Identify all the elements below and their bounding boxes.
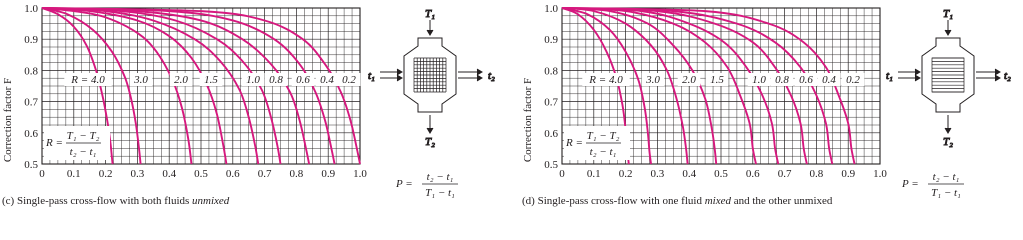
inlet-temp-top: T₁	[943, 8, 953, 20]
x-tick-label: 0.5	[714, 168, 728, 180]
panel-c	[2, 3, 495, 207]
r-label: R = 4.0	[71, 74, 105, 86]
r-label: 0.2	[846, 74, 860, 86]
p-formula-num: t₂ − t₁	[932, 171, 960, 183]
p-formula-den: T₁ − t₁	[425, 187, 455, 199]
y-tick-label: 0.7	[24, 96, 38, 109]
x-tick-label: 0.2	[98, 168, 113, 180]
outlet-temp-right: t₂	[1004, 70, 1011, 82]
exchanger-diagram-d	[886, 8, 1011, 148]
exchanger-diagram-c	[368, 8, 495, 148]
x-tick-label: 0	[559, 168, 565, 180]
x-tick-label: 0.4	[162, 168, 177, 180]
x-tick-label: 0.9	[321, 168, 336, 180]
panel-d	[522, 3, 1011, 207]
r-formula-c	[44, 126, 110, 160]
p-formula-d	[901, 171, 964, 199]
p-formula-den: T₁ − t₁	[931, 187, 961, 199]
r-label: 0.2	[342, 74, 356, 86]
y-tick-label: 0.5	[544, 159, 558, 171]
r-label: 0.8	[269, 74, 283, 86]
outlet-temp-bottom: T₂	[425, 136, 435, 148]
x-tick-label: 0.9	[841, 168, 856, 180]
y-tick-label: 0.9	[544, 34, 558, 47]
x-tick-label: 0.5	[194, 168, 208, 180]
y-tick-label: 0.6	[24, 127, 38, 140]
x-tick-label: 0.3	[650, 168, 665, 180]
r-formula-den: t₂ − t₁	[69, 146, 97, 158]
x-tick-label: 1.0	[873, 168, 887, 180]
y-axis-label: Correction factor F	[2, 77, 14, 163]
core-grid-c	[414, 58, 446, 92]
y-tick-label: 0.7	[544, 96, 558, 109]
p-formula-lhs: P =	[396, 178, 413, 190]
r-formula-den: t₂ − t₁	[589, 146, 617, 158]
x-tick-label: 0.1	[66, 168, 81, 180]
p-formula-num: t₂ − t₁	[426, 171, 454, 183]
r-formula-d	[564, 126, 630, 160]
x-tick-label: 0.6	[225, 168, 240, 180]
x-tick-label: 0.6	[745, 168, 760, 180]
r-formula-num: T₁ − T₂	[66, 130, 100, 142]
r-label: 0.8	[775, 74, 789, 86]
y-tick-label: 0.8	[24, 65, 38, 78]
y-axis-label: Correction factor F	[522, 77, 534, 163]
outlet-temp-right: t₂	[488, 70, 495, 82]
inlet-temp-top: T₁	[425, 8, 435, 20]
x-tick-label: 0.7	[257, 168, 272, 180]
caption-d: (d) Single-pass cross-flow with one fluid mixed and the other unmixed	[522, 195, 833, 207]
r-label: 2.0	[174, 74, 188, 86]
x-tick-label: 0.2	[618, 168, 633, 180]
y-tick-label: 0.8	[544, 65, 558, 78]
r-label: 0.6	[799, 74, 813, 86]
x-tick-label: 1.0	[353, 168, 367, 180]
inlet-temp-left: t₁	[368, 70, 375, 82]
p-formula-lhs: P =	[902, 178, 919, 190]
y-tick-label: 0.9	[24, 34, 38, 47]
x-tick-label: 0.4	[682, 168, 697, 180]
y-tick-label: 0.5	[24, 159, 38, 171]
r-label: 1.0	[246, 74, 260, 86]
x-tick-label: 0.1	[586, 168, 601, 180]
r-label: 3.0	[134, 74, 148, 86]
r-label: 1.0	[752, 74, 766, 86]
inlet-temp-left: t₁	[886, 70, 893, 82]
r-label: 3.0	[646, 74, 660, 86]
outlet-temp-bottom: T₂	[943, 136, 953, 148]
x-tick-label: 0.8	[289, 168, 304, 180]
r-label: 2.0	[682, 74, 696, 86]
x-tick-label: 0	[39, 168, 45, 180]
r-label: 0.4	[822, 74, 836, 86]
r-label: R = 4.0	[589, 74, 623, 86]
x-tick-label: 0.8	[809, 168, 824, 180]
r-label: 1.5	[204, 74, 218, 86]
r-formula-lhs: R =	[566, 137, 583, 149]
x-tick-label: 0.7	[777, 168, 792, 180]
core-channels-d	[932, 58, 964, 92]
caption-c: (c) Single-pass cross-flow with both fluids unmixed	[2, 195, 230, 207]
r-label: 0.4	[320, 74, 334, 86]
y-tick-label: 1.0	[544, 3, 558, 15]
y-tick-label: 1.0	[24, 3, 38, 15]
y-tick-label: 0.6	[544, 127, 558, 140]
r-formula-lhs: R =	[46, 137, 63, 149]
x-tick-label: 0.3	[130, 168, 145, 180]
r-formula-num: T₁ − T₂	[586, 130, 620, 142]
r-label: 0.6	[296, 74, 310, 86]
r-label: 1.5	[710, 74, 724, 86]
p-formula-c	[395, 171, 458, 199]
